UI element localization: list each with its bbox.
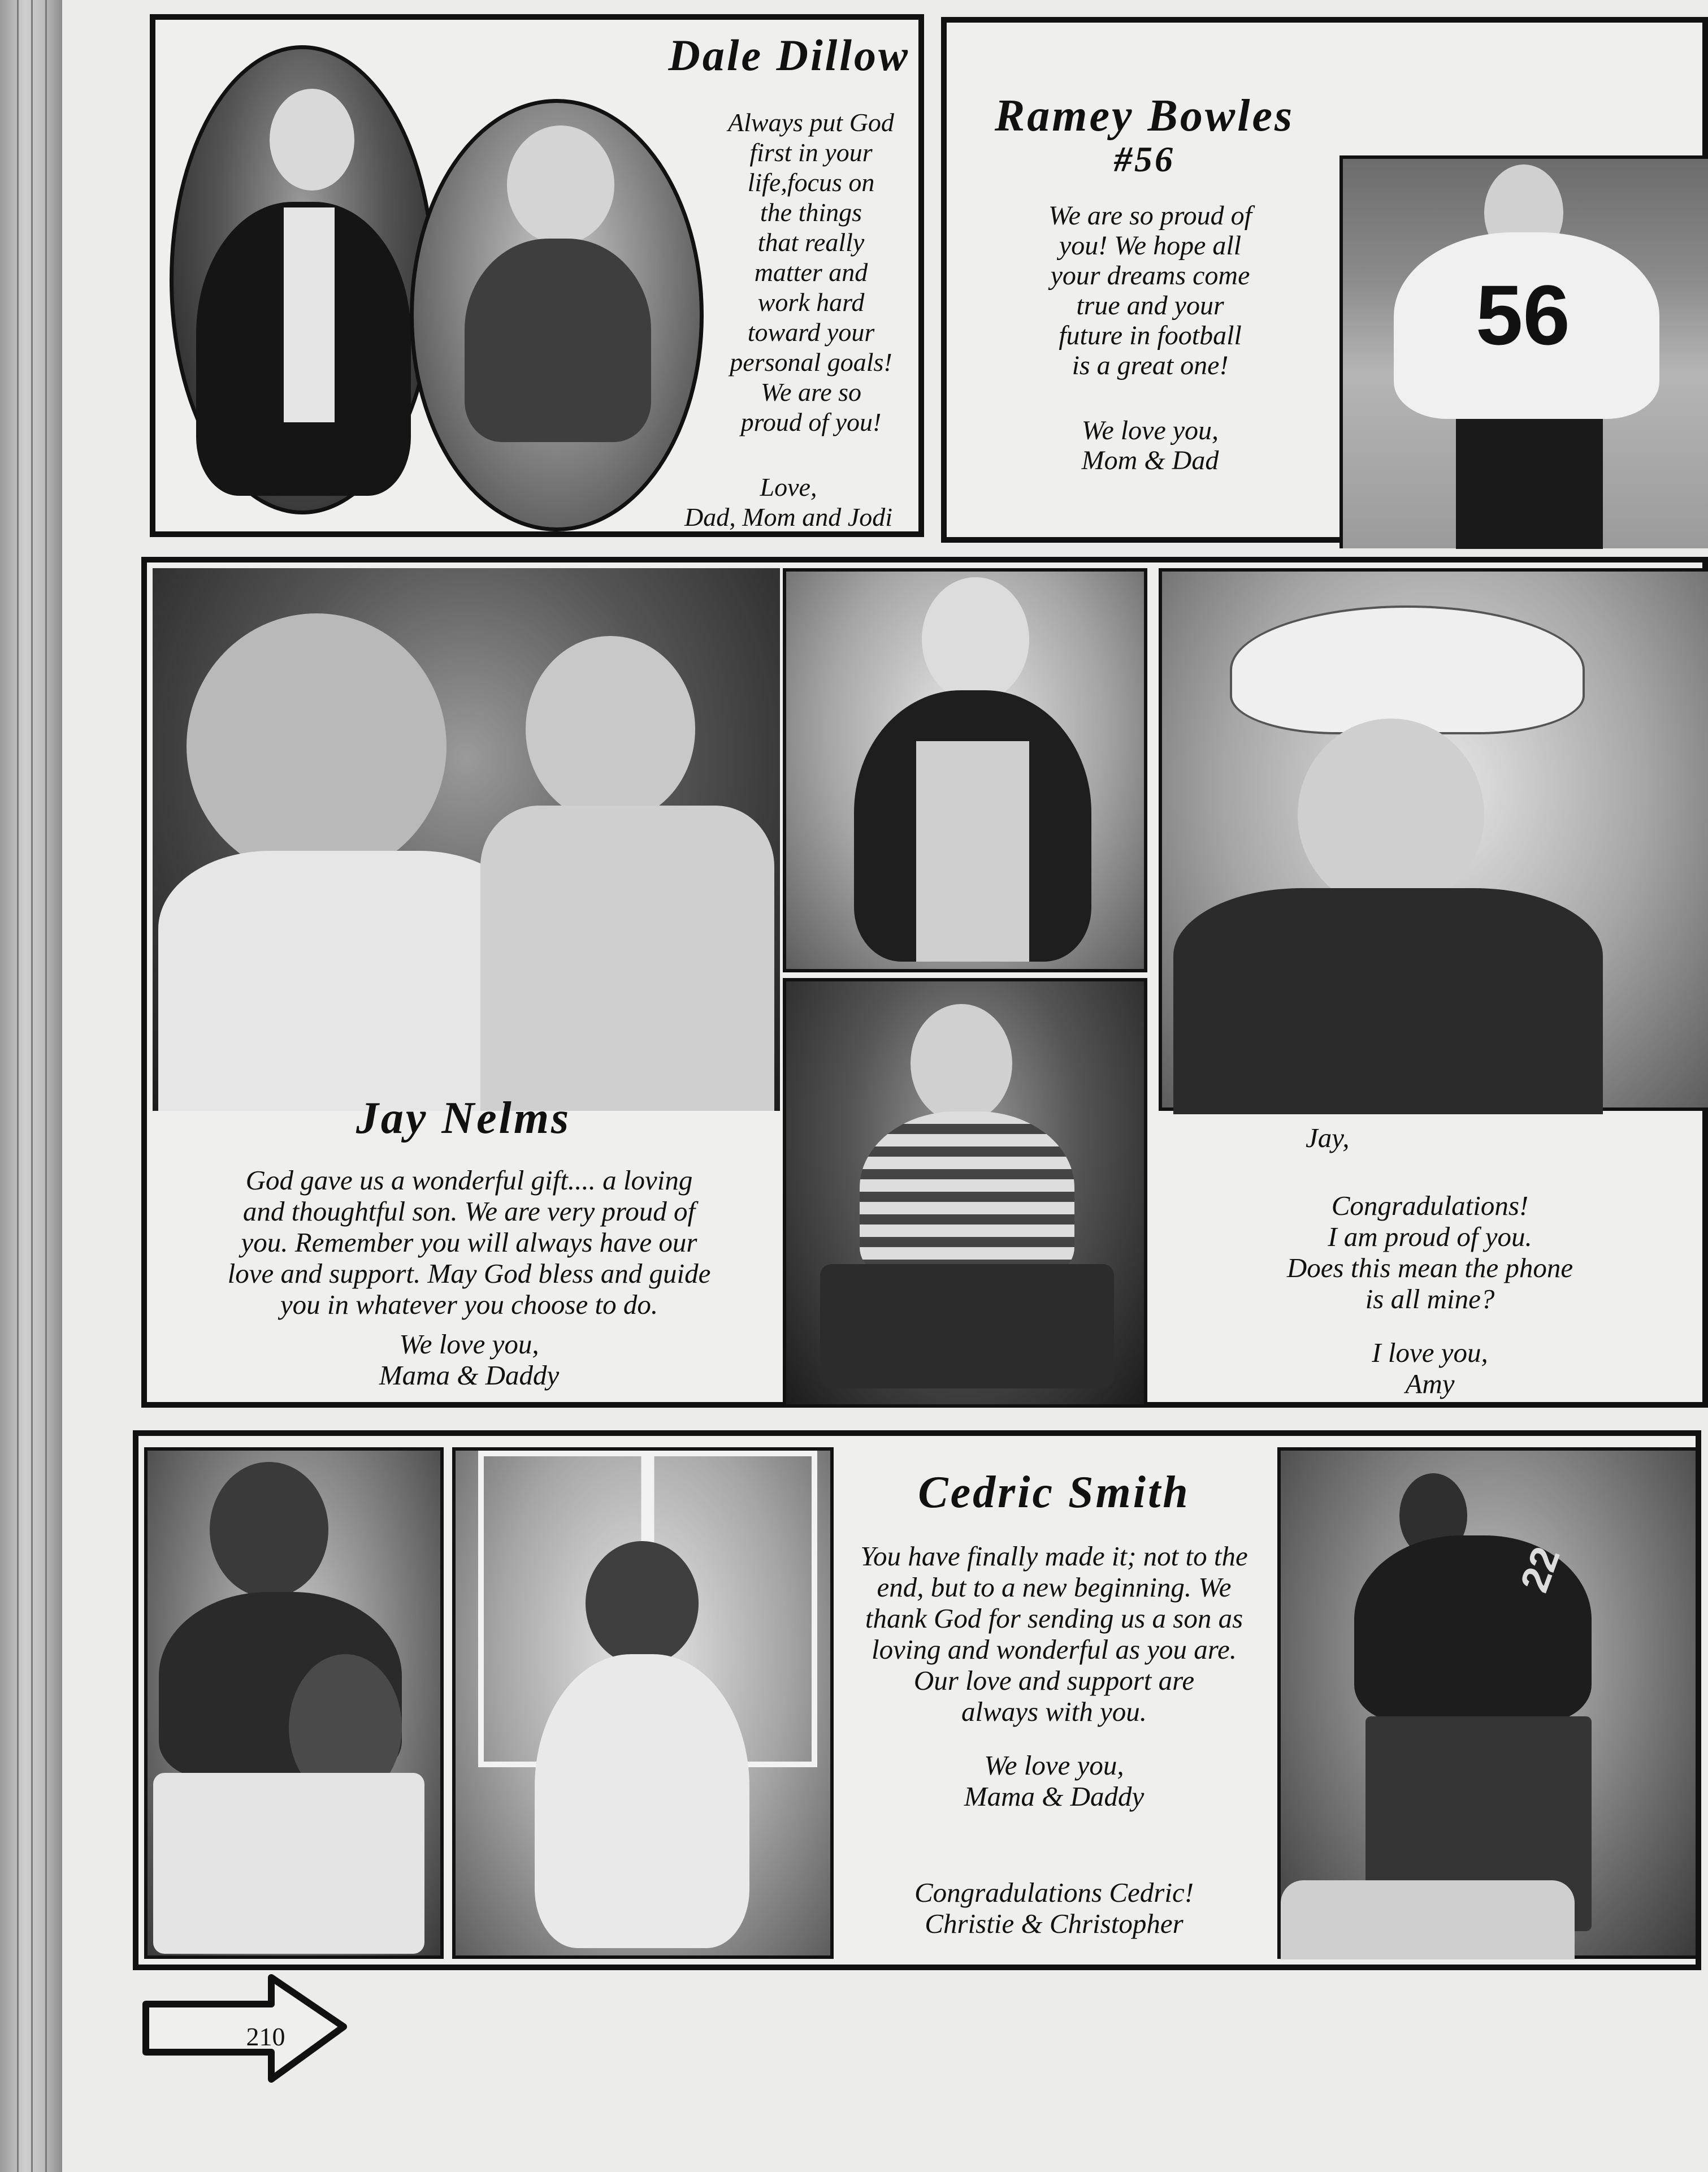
cedric-message: You have finally made it; not to the end, but to a new beginning. We thank God for sending us a son as loving and wonderful as you are. Our love and support are always with you.: [860, 1541, 1248, 1727]
dale-senior-photo: [170, 45, 435, 514]
jay-toddler-sitting-photo: [783, 978, 1147, 1408]
cedric-football-toddler-photo: [144, 1447, 444, 1959]
jay-baby-overalls-photo: [783, 568, 1147, 972]
ramey-number: #56: [1114, 139, 1175, 179]
amy-message: Congradulations! I am proud of you. Does this mean the phone is all mine?: [1286, 1190, 1573, 1314]
dale-name: Dale Dillow: [668, 31, 910, 80]
ramey-pants: [1456, 419, 1603, 549]
jay-grandfather-photo: [153, 568, 780, 1111]
jay-toddler-face: [526, 636, 695, 823]
jay-striped-shirt: [860, 1111, 1074, 1281]
dale-baby-outfit: [465, 239, 651, 442]
grandfather-shirt: [158, 851, 531, 1111]
jay-message: God gave us a wonderful gift.... a loving and thoughtful son. We are very proud of you. Remember you will always have our love and support. May God bless and guide you in whatever you choose to do.: [227, 1165, 711, 1320]
cowboy-hat: [1230, 605, 1585, 734]
cedric-name: Cedric Smith: [918, 1468, 1190, 1517]
ramey-football-photo: [1339, 155, 1708, 548]
spine-edge-line: [17, 0, 19, 2172]
jay-toddler-overalls: [480, 806, 774, 1111]
amy-greeting: Jay,: [1306, 1122, 1350, 1153]
jay-baby-face: [922, 577, 1029, 702]
jay-sitting-face: [911, 1004, 1012, 1123]
cedric-sibling-message: Congradulations Cedric! Christie & Christopher: [914, 1877, 1194, 1939]
page-number: 210: [246, 2022, 285, 2051]
cedric-letter-jacket-photo: [1277, 1447, 1696, 1959]
dale-baby-photo: [410, 99, 704, 531]
cedric-baby-window-photo: [452, 1447, 834, 1959]
dale-signoff: Love, Dad, Mom and Jodi: [684, 473, 892, 531]
jay-name: Jay Nelms: [356, 1093, 571, 1143]
jay-cowboy-face: [1298, 719, 1484, 911]
ramey-message: We are so proud of you! We hope all your dreams come true and your future in football is a great one!: [1048, 201, 1252, 380]
cedric-signoff: We love you, Mama & Daddy: [964, 1750, 1145, 1812]
cedric-toddler-face: [210, 1462, 328, 1598]
jay-signoff: We love you, Mama & Daddy: [379, 1329, 560, 1391]
dale-shirt: [284, 207, 335, 422]
cedric-smith-ad: [133, 1430, 1701, 1970]
dale-baby-face: [507, 126, 614, 244]
ramey-bowles-ad: [941, 17, 1708, 543]
book-spine: [0, 0, 62, 2172]
jay-cowboy-shirt: [1173, 888, 1603, 1114]
cedric-baby-outfit: [535, 1654, 749, 1948]
spine-edge-line: [31, 0, 33, 2172]
jay-jeans: [820, 1264, 1114, 1388]
cedric-baby-face: [586, 1541, 699, 1665]
bench: [1281, 1880, 1575, 1959]
dale-dillow-ad: [150, 14, 924, 537]
grandfather-head: [187, 613, 446, 879]
dale-face: [270, 89, 354, 191]
cedric-toddler-pants: [153, 1773, 424, 1954]
ramey-name: Ramey Bowles: [994, 91, 1295, 141]
ramey-signoff: We love you, Mom & Dad: [1081, 416, 1219, 475]
ramey-jersey-number: 56: [1476, 267, 1570, 362]
jay-cowboy-hat-photo: [1159, 568, 1708, 1111]
jay-nelms-ad: [141, 557, 1708, 1408]
amy-signoff: I love you, Amy: [1372, 1337, 1488, 1399]
dale-message: Always put God first in your life,focus on the things that really matter and work hard toward your personal goals! We are so proud of you!: [728, 108, 894, 436]
jay-baby-overall-bib: [916, 741, 1029, 962]
cedric-jacket-number: 22: [1511, 1541, 1568, 1598]
spine-edge-line: [45, 0, 47, 2172]
